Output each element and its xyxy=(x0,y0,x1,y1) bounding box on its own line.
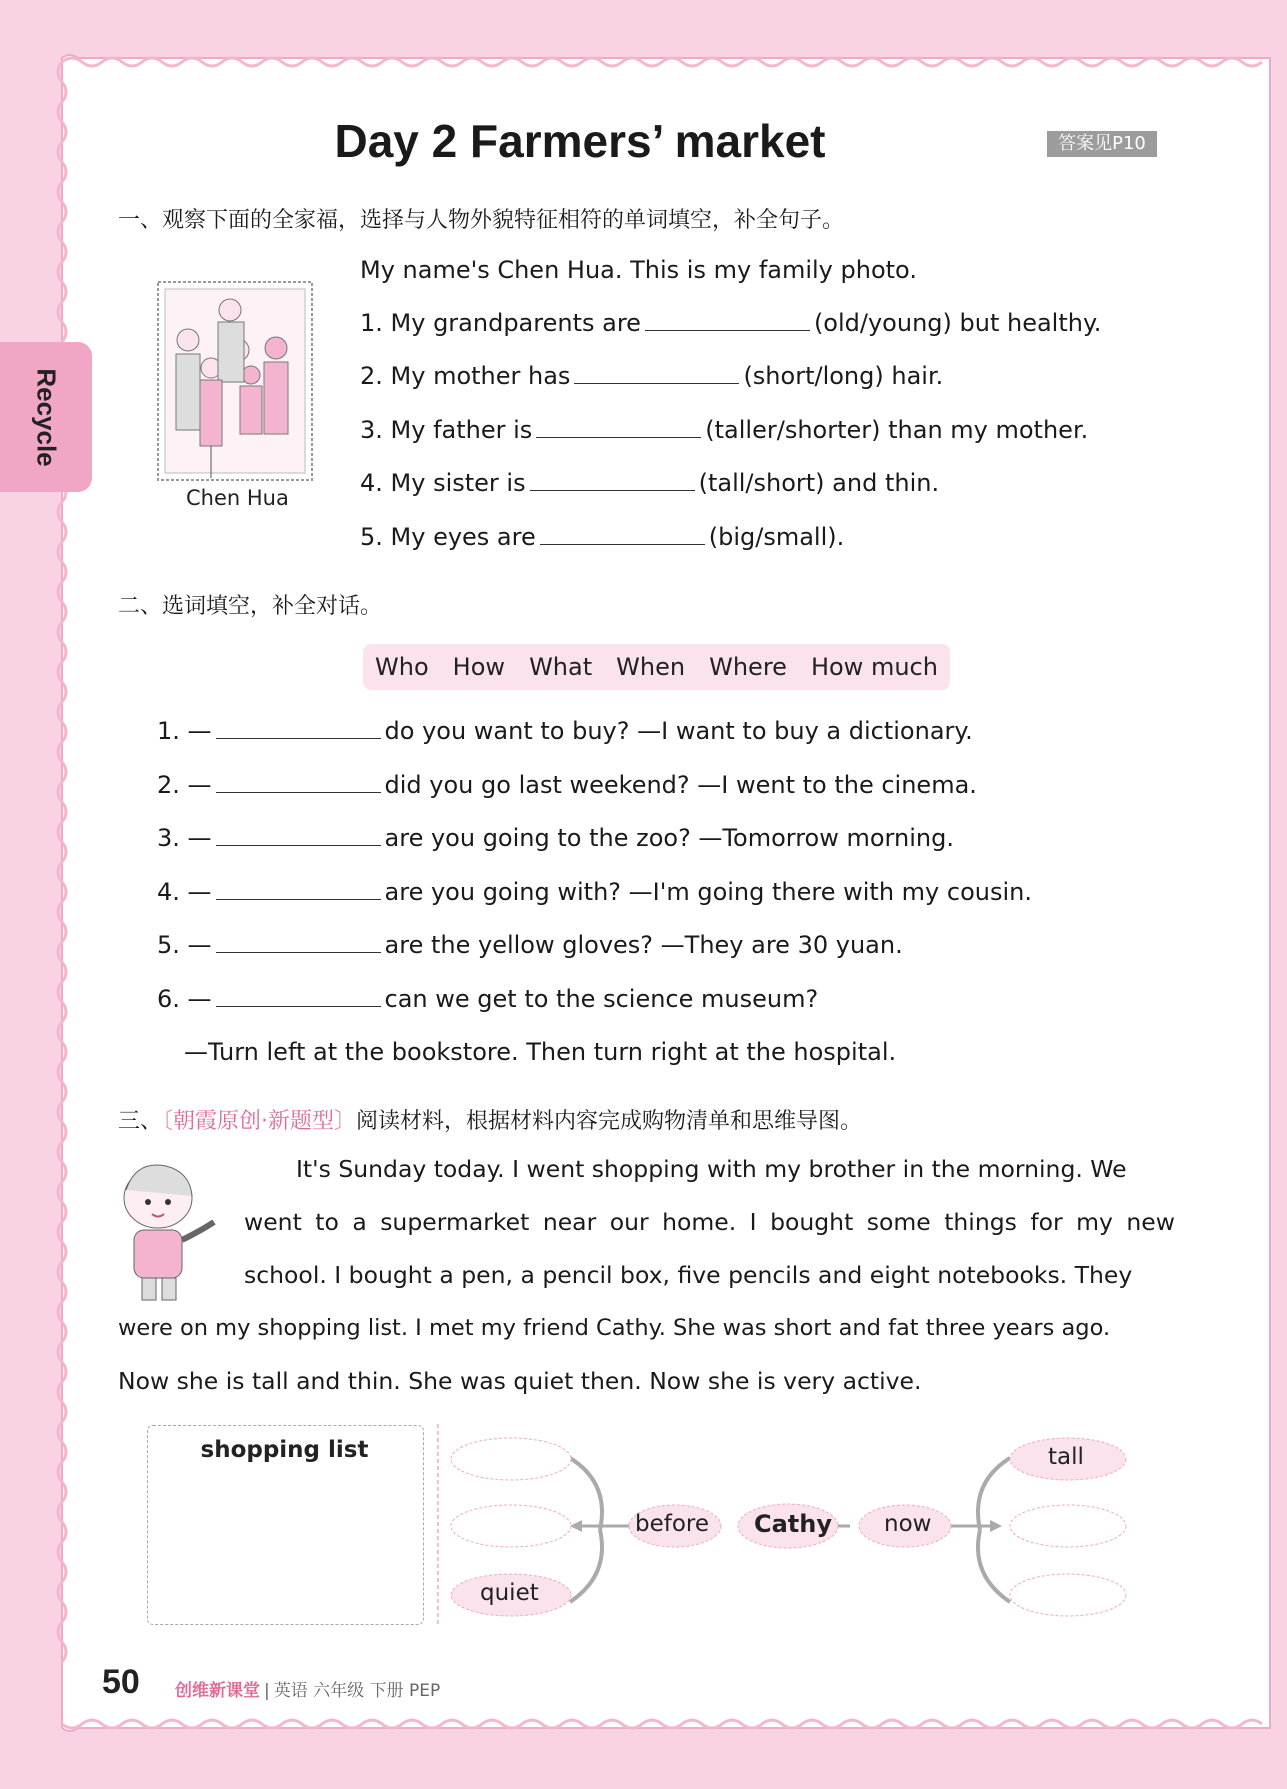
passage-line: It's Sunday today. I went shopping with my brother in the morning. We xyxy=(296,1155,1127,1183)
s1-item-text: 1. My grandparents are xyxy=(360,309,641,337)
word-bank-item: When xyxy=(616,653,686,681)
page-number: 50 xyxy=(102,1663,140,1701)
mindmap-node-empty[interactable] xyxy=(1010,1574,1126,1616)
s1-item xyxy=(360,523,844,551)
passage-line: went to a supermarket near our home. I bought some things for my new xyxy=(244,1208,1175,1236)
s2-item-num: 1. — xyxy=(157,717,212,745)
family-photo-illustration xyxy=(156,280,316,485)
s2-item-text: are the yellow gloves? —They are 30 yuan. xyxy=(384,931,903,959)
boy-illustration xyxy=(112,1160,222,1302)
s2-item xyxy=(157,878,1032,906)
s3-heading-rest: 阅读材料，根据材料内容完成购物清单和思维导图。 xyxy=(356,1109,863,1134)
s1-item-hint: (taller/shorter) than my mother. xyxy=(705,416,1089,444)
s1-item-text: 2. My mother has xyxy=(360,362,571,390)
answer-blank[interactable] xyxy=(645,310,810,331)
word-bank-item: How xyxy=(452,653,506,681)
word-bank-item: How much xyxy=(810,653,938,681)
footer-brand: 创维新课堂 xyxy=(175,1681,260,1701)
s2-item-num: 4. — xyxy=(157,878,212,906)
mindmap-node-empty[interactable] xyxy=(451,1438,571,1480)
page-title: Day 2 Farmers’ market xyxy=(334,115,826,167)
s1-item xyxy=(360,416,1088,444)
s1-item-hint: (old/young) but healthy. xyxy=(813,309,1102,337)
s1-item-text: 3. My father is xyxy=(360,416,533,444)
section2-heading: 二、选词填空，补全对话。 xyxy=(118,594,383,619)
s1-item xyxy=(360,469,939,497)
answer-reference-badge: 答案见P10 xyxy=(1047,131,1157,157)
s2-item xyxy=(157,717,973,745)
s1-item xyxy=(360,309,1101,337)
s2-item-num: 6. — xyxy=(157,985,212,1013)
s2-item-num: 5. — xyxy=(157,931,212,959)
s2-item-text: are you going to the zoo? —Tomorrow morning. xyxy=(384,824,954,852)
passage-line: Now she is tall and thin. She was quiet then. Now she is very active. xyxy=(118,1367,922,1395)
s2-item-num: 3. — xyxy=(157,824,212,852)
answer-blank[interactable] xyxy=(530,470,695,491)
s2-item-text: can we get to the science museum? xyxy=(384,985,819,1013)
s2-item-text: are you going with? —I'm going there with my cousin. xyxy=(384,878,1032,906)
s2-item xyxy=(157,985,818,1013)
side-tab-label-wrap xyxy=(6,342,86,492)
s2-item-num: 2. — xyxy=(157,771,212,799)
word-bank xyxy=(363,644,950,690)
answer-blank[interactable] xyxy=(216,986,381,1007)
word-bank-item: What xyxy=(529,653,593,681)
word-bank-item: Where xyxy=(709,653,787,681)
s1-item xyxy=(360,362,943,390)
mindmap-node-empty[interactable] xyxy=(451,1505,571,1547)
answer-blank[interactable] xyxy=(540,524,705,545)
s2-item-text: did you go last weekend? —I went to the cinema. xyxy=(384,771,977,799)
s2-item-text: do you want to buy? —I want to buy a dictionary. xyxy=(384,717,973,745)
s1-item-hint: (short/long) hair. xyxy=(743,362,944,390)
mindmap-label-center: Cathy xyxy=(754,1510,833,1538)
mindmap-label-tall: tall xyxy=(1048,1444,1084,1470)
s2-item xyxy=(157,771,977,799)
word-bank-item: Who xyxy=(375,653,429,681)
answer-blank[interactable] xyxy=(574,363,739,384)
s2-item xyxy=(157,824,954,852)
s1-item-text: 5. My eyes are xyxy=(360,523,536,551)
mindmap-label-quiet: quiet xyxy=(480,1580,539,1606)
section1-heading: 一、观察下面的全家福，选择与人物外貌特征相符的单词填空，补全句子。 xyxy=(118,208,845,233)
photo-caption: Chen Hua xyxy=(186,486,289,510)
answer-blank[interactable] xyxy=(216,718,381,739)
footer-subject: 英语 六年级 下册 PEP xyxy=(273,1681,441,1701)
s2-last-answer: —Turn left at the bookstore. Then turn right at the hospital. xyxy=(184,1038,897,1066)
shopping-list-title: shopping list xyxy=(200,1437,369,1463)
answer-blank[interactable] xyxy=(216,932,381,953)
side-tab-label: Recycle xyxy=(31,367,62,467)
s3-heading-tag: 〔朝霞原创·新题型〕 xyxy=(162,1109,357,1134)
s1-item-hint: (big/small). xyxy=(708,523,845,551)
mindmap-label-now: now xyxy=(884,1511,932,1537)
answer-blank[interactable] xyxy=(536,417,701,438)
section1-intro: My name's Chen Hua. This is my family photo. xyxy=(360,256,917,284)
answer-blank[interactable] xyxy=(216,879,381,900)
section3-heading xyxy=(118,1104,862,1135)
answer-blank[interactable] xyxy=(216,825,381,846)
s3-heading-prefix: 三、 xyxy=(118,1109,163,1134)
mindmap-label-before: before xyxy=(635,1511,710,1537)
s1-item-hint: (tall/short) and thin. xyxy=(698,469,940,497)
footer-info: 创维新课堂 | 英语 六年级 下册 PEP xyxy=(175,1681,441,1701)
answer-blank[interactable] xyxy=(216,772,381,793)
s2-item xyxy=(157,931,903,959)
mindmap-node-empty[interactable] xyxy=(1010,1505,1126,1547)
passage-line: school. I bought a pen, a pencil box, five pencils and eight notebooks. They xyxy=(244,1261,1133,1289)
s1-item-text: 4. My sister is xyxy=(360,469,526,497)
passage-line: were on my shopping list. I met my friend Cathy. She was short and fat three years ago. xyxy=(118,1315,1111,1341)
